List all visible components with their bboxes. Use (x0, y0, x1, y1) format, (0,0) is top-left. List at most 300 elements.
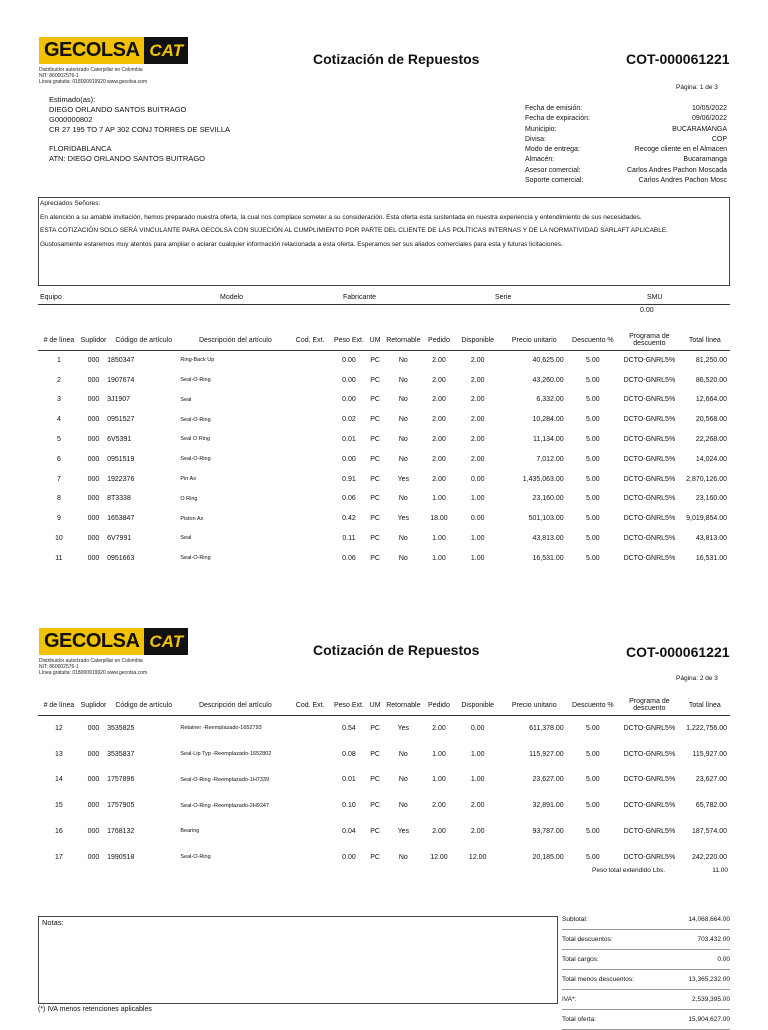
table-cell: 5.00 (586, 376, 600, 384)
table-cell: 000 (87, 554, 100, 562)
table-cell: 5.00 (586, 828, 600, 836)
table-cell: 2.00 (432, 725, 446, 733)
table-cell: Seal-O-Ring (180, 416, 211, 423)
meta-value: COP (711, 135, 727, 143)
distributor-info (39, 658, 147, 676)
column-header: Disponible (454, 695, 502, 716)
table-cell: 115,927.00 (529, 750, 564, 758)
table-cell: Seal-O-Ring -Reemplazado-1H7339 (180, 776, 270, 783)
table-cell: No (398, 455, 408, 463)
table-cell: DCTO-GNRL5% (623, 853, 676, 861)
table-cell: 14,024.00 (695, 455, 727, 463)
table-cell: 0.01 (342, 436, 356, 444)
totals-value: 0.00 (717, 956, 730, 963)
table-cell (290, 430, 330, 450)
customer-name: DIEGO ORLANDO SANTOS BUITRAGO (49, 105, 187, 114)
table-cell: 81,250.00 (695, 357, 727, 365)
table-cell: 2.00 (432, 436, 446, 444)
table-cell: PC (370, 495, 380, 503)
table-cell: 5.00 (586, 416, 600, 424)
gecolsa-cat-logo (39, 628, 188, 655)
customer-code: G000000802 (49, 115, 93, 124)
table-cell: 14 (55, 776, 63, 784)
table-cell: No (398, 416, 408, 424)
table-cell: 000 (87, 376, 100, 384)
table-cell (290, 410, 330, 430)
total-weight-label: Peso total extendido Lbs. (592, 867, 665, 874)
table-cell: PC (370, 554, 380, 562)
table-cell: PC (370, 357, 380, 365)
table-cell: 0.04 (342, 828, 356, 836)
meta-value: Carlos Andres Pachon Mosc (638, 177, 727, 185)
items-table-page-2 (38, 695, 730, 870)
table-cell: 611,378.00 (529, 725, 564, 733)
table-cell: 000 (87, 495, 100, 503)
customer-attn: ATN: DIEGO ORLANDO SANTOS BUITRAGO (49, 154, 205, 163)
table-cell: 1 (56, 357, 61, 365)
distributor-line: Distribuidor autorizado Caterpillar en Colombia (39, 67, 143, 73)
table-cell: Ring-Back Up (180, 357, 215, 364)
table-cell: 000 (87, 396, 100, 404)
meta-value: 10/05/2022 (691, 105, 727, 112)
table-cell (290, 716, 330, 742)
table-cell: 501,103.00 (528, 515, 564, 523)
table-cell: 8T3338 (107, 495, 131, 503)
table-cell: 000 (87, 776, 100, 784)
table-cell: Seal-O-Ring (180, 456, 211, 463)
table-cell: 22,268.00 (695, 436, 727, 444)
table-cell: 11,134.00 (533, 436, 564, 444)
totals-row (562, 930, 730, 950)
table-row (38, 548, 730, 568)
table-cell: 0.00 (470, 515, 485, 523)
table-cell (290, 489, 330, 509)
column-header: Retornable (382, 330, 424, 351)
table-row (38, 390, 730, 410)
table-cell: 7,012.00 (536, 455, 564, 463)
table-cell: 000 (87, 357, 100, 365)
table-cell: 5.00 (586, 853, 600, 861)
message-box (38, 197, 730, 286)
table-cell: Yes (397, 515, 410, 523)
table-cell: 40,625.00 (532, 357, 564, 365)
table-cell: Seal-O-Ring (180, 555, 211, 562)
meta-row (525, 135, 727, 145)
distributor-nit: NIT: 860002576-1 (39, 664, 79, 670)
table-cell: 15 (55, 802, 63, 810)
table-cell: 5.00 (586, 554, 600, 562)
table-cell: 1.00 (432, 495, 446, 503)
column-header: Peso Ext. (330, 330, 368, 351)
table-cell: DCTO-GNRL5% (623, 554, 676, 562)
table-cell: 3535825 (107, 725, 135, 733)
gecolsa-cat-logo (39, 37, 188, 64)
totals-label: Total cargos: (562, 956, 599, 963)
table-cell (290, 741, 330, 767)
table-cell: Yes (397, 725, 410, 733)
meta-row (525, 166, 727, 176)
column-header: Suplidor (80, 695, 107, 716)
table-cell: 1907674 (107, 376, 135, 384)
table-cell: 2.00 (470, 376, 485, 384)
column-header: Disponible (454, 330, 502, 351)
table-cell: DCTO-GNRL5% (623, 416, 676, 424)
table-cell: 43,813.00 (695, 535, 727, 543)
table-cell: 3535837 (107, 750, 135, 758)
message-greeting: Apreciados Señores: (40, 200, 101, 207)
table-cell: PC (370, 725, 380, 733)
table-row (38, 469, 730, 489)
table-cell: PC (370, 828, 380, 836)
table-cell: 5.00 (586, 725, 600, 733)
table-cell: 12.00 (468, 853, 487, 861)
table-cell: 2 (56, 376, 61, 384)
table-cell: 2.00 (432, 828, 446, 836)
table-cell: 0.01 (342, 776, 356, 784)
table-cell: PC (370, 376, 380, 384)
table-cell: 0.00 (470, 475, 485, 483)
table-cell: 0.54 (342, 725, 356, 733)
column-header: Total línea (680, 695, 730, 716)
totals-value: 703,432.00 (697, 936, 730, 943)
table-cell: 12 (55, 725, 63, 733)
table-cell: 1.00 (470, 495, 485, 503)
table-cell: Seal-O-Ring -Reemplazado-2H9247 (180, 802, 270, 809)
table-header-row (38, 695, 730, 716)
table-cell: Seal O Ring (180, 436, 211, 443)
table-cell: 0951519 (107, 455, 135, 463)
column-header: Precio unitario (502, 695, 567, 716)
table-cell: 2.00 (432, 455, 446, 463)
column-header: Descuento % (567, 330, 619, 351)
table-row (38, 529, 730, 549)
table-cell: 5.00 (586, 475, 600, 483)
table-cell: 2.00 (470, 357, 485, 365)
table-cell: PC (370, 853, 380, 861)
table-cell: 23,627.00 (532, 776, 564, 784)
table-cell: 4 (56, 416, 61, 424)
meta-label: Asesor comercial: (525, 166, 581, 174)
table-cell: 5.00 (586, 802, 600, 810)
table-cell: 0951527 (107, 416, 135, 424)
table-cell: DCTO-GNRL5% (623, 802, 676, 810)
table-cell: 6,332.00 (536, 396, 564, 404)
table-cell: 12,664.00 (695, 396, 727, 404)
table-cell: 2.00 (432, 475, 446, 483)
column-header: Descuento % (567, 695, 619, 716)
total-weight (560, 867, 728, 874)
table-cell: 16,531.00 (532, 554, 564, 562)
quote-id: COT-000061221 (626, 51, 730, 67)
table-cell: 2.00 (470, 396, 485, 404)
table-cell: 2.00 (470, 416, 485, 424)
table-cell (290, 767, 330, 793)
table-cell: 0.10 (342, 802, 356, 810)
column-header: Suplidor (80, 330, 107, 351)
table-cell: 1.00 (432, 554, 446, 562)
table-cell: 0.02 (342, 416, 356, 424)
equipment-header (38, 294, 730, 305)
table-cell: DCTO-GNRL5% (623, 475, 676, 483)
table-cell: No (398, 554, 408, 562)
column-header: Precio unitario (502, 330, 567, 351)
totals-row (562, 1010, 730, 1030)
distributor-line: Distribuidor autorizado Caterpillar en Colombia (39, 658, 143, 664)
table-cell: 93,787.00 (532, 828, 564, 836)
table-cell: DCTO-GNRL5% (623, 396, 676, 404)
table-cell: 2.00 (470, 828, 485, 836)
table-cell: 17 (55, 853, 63, 861)
table-cell: 1.00 (432, 776, 446, 784)
column-header: Retornable (382, 695, 424, 716)
table-cell: Seal (180, 535, 192, 542)
table-cell: 6V5391 (107, 436, 132, 444)
table-cell: No (398, 802, 408, 810)
table-cell: No (398, 776, 408, 784)
table-cell: 43,260.00 (532, 376, 564, 384)
totals-label: Subtotal: (562, 916, 588, 923)
table-cell (290, 509, 330, 529)
notes-label: Notas: (42, 918, 64, 927)
table-cell: Seal-O-Ring (180, 854, 211, 861)
table-cell: 20,185.00 (532, 853, 564, 861)
table-cell: 5.00 (586, 495, 600, 503)
table-cell: Seal-O-Ring (180, 376, 211, 383)
quote-meta (525, 104, 727, 186)
table-cell: 23,160.00 (695, 495, 727, 503)
table-cell: 2.00 (432, 396, 446, 404)
table-cell (290, 844, 330, 870)
table-cell: 23,160.00 (532, 495, 564, 503)
totals-label: IVA*: (562, 996, 577, 1003)
meta-label: Modo de entrega: (525, 146, 580, 154)
table-cell: 9 (56, 515, 61, 523)
table-cell: 5 (56, 436, 61, 444)
table-cell: No (398, 853, 408, 861)
table-cell: Retainer -Reemplazado-1652793 (180, 725, 262, 732)
table-cell: 5.00 (586, 396, 600, 404)
meta-label: Divisa: (525, 135, 547, 143)
table-cell (290, 449, 330, 469)
table-cell: Yes (397, 828, 410, 836)
table-cell: 000 (87, 515, 100, 523)
table-cell: 18.00 (430, 515, 448, 523)
table-cell: 0.08 (342, 750, 356, 758)
table-cell: DCTO-GNRL5% (623, 750, 676, 758)
table-cell: 0.00 (342, 853, 356, 861)
meta-label: Fecha de expiración: (525, 115, 590, 123)
table-cell: 2.00 (470, 802, 485, 810)
table-cell: DCTO-GNRL5% (623, 376, 676, 384)
table-cell: 000 (87, 802, 100, 810)
distributor-phone: Línea gratuita: 018000919920 www.gecolsa.com (39, 79, 148, 85)
table-cell: DCTO-GNRL5% (623, 455, 676, 463)
table-cell: 000 (87, 416, 100, 424)
table-cell: 000 (87, 535, 100, 543)
table-cell: 1922376 (107, 475, 135, 483)
table-cell: Seal (180, 396, 192, 403)
table-cell: 32,891.00 (532, 802, 564, 810)
distributor-info (39, 67, 147, 85)
table-cell: 12.00 (430, 853, 448, 861)
message-legal: ESTA COTIZACIÓN SOLO SERÁ VINCULANTE PARA GECOLSA CON SUJECIÓN AL CUMPLIMIENTO POR PARTE DEL CLIENTE DE LAS POLÍTICAS INTERNAS Y DE LA NORMATIVIDAD SARLAFT APLICABLE. (40, 227, 669, 234)
table-row (38, 741, 730, 767)
table-cell: Piston As (180, 515, 204, 522)
table-row (38, 793, 730, 819)
table-cell: 10 (55, 535, 63, 543)
meta-row (525, 176, 727, 186)
notes-box (38, 916, 558, 1004)
cat-logo-text: CAT (144, 37, 188, 64)
table-cell: 0.00 (342, 357, 356, 365)
doc-title: Cotización de Repuestos (313, 51, 480, 67)
table-cell: 1768132 (107, 828, 135, 836)
table-cell: 000 (87, 725, 100, 733)
manufacturer-label: Fabricante (343, 294, 377, 301)
table-cell: Yes (397, 475, 410, 483)
table-cell: 65,782.00 (695, 802, 727, 810)
table-cell: 7 (56, 475, 61, 483)
table-cell: DCTO-GNRL5% (623, 535, 676, 543)
column-header: Total línea (680, 330, 730, 351)
column-header: Cod. Ext. (290, 330, 330, 351)
table-cell: 187,574.00 (691, 828, 727, 836)
table-cell: No (398, 535, 408, 543)
meta-value: Bucaramanga (683, 156, 727, 164)
table-cell: Pin As (180, 475, 196, 482)
table-cell: 000 (87, 750, 100, 758)
table-cell: 1,222,756.00 (686, 725, 727, 733)
table-cell: 0.00 (342, 376, 356, 384)
table-cell: 1.00 (470, 535, 485, 543)
table-cell: 1757896 (107, 776, 135, 784)
table-cell: 1.00 (470, 554, 485, 562)
table-cell: 2,870,126.00 (686, 475, 727, 483)
table-cell: 23,627.00 (695, 776, 727, 784)
column-header: Programa de descuento (619, 330, 680, 351)
table-cell: PC (370, 776, 380, 784)
meta-row (525, 125, 727, 135)
table-cell: DCTO-GNRL5% (623, 495, 676, 503)
table-cell: 5.00 (586, 455, 600, 463)
table-row (38, 716, 730, 742)
table-cell: 000 (87, 828, 100, 836)
table-cell: 115,927.00 (692, 750, 727, 758)
totals-value: 15,904,627.00 (688, 1016, 730, 1023)
meta-row (525, 114, 727, 124)
gecolsa-logo-text: GECOLSA (39, 628, 144, 655)
table-cell: 5.00 (586, 750, 600, 758)
meta-value: Carlos Andres Pachon Moscada (627, 166, 727, 174)
table-cell: 5.00 (586, 357, 600, 365)
table-cell: No (398, 357, 408, 365)
table-cell: No (398, 436, 408, 444)
column-header: Pedido (424, 695, 453, 716)
quote-id: COT-000061221 (626, 644, 730, 660)
table-row (38, 351, 730, 371)
model-label: Modelo (220, 294, 243, 301)
table-cell: 000 (87, 436, 100, 444)
table-cell: 0.00 (470, 725, 485, 733)
message-body: En atención a su amable invitación, hemos preparado nuestra oferta, la cual nos complace someter a su consideración. Esta oferta esta sustentada en nuestra experiencia y entendimiento de sus necesidades. (40, 213, 642, 221)
table-cell: DCTO-GNRL5% (623, 776, 676, 784)
totals-label: Total oferta: (562, 1016, 596, 1023)
table-cell: DCTO-GNRL5% (623, 515, 676, 523)
table-cell: 1.00 (432, 535, 446, 543)
meta-row (525, 104, 727, 114)
table-cell: PC (370, 436, 380, 444)
column-header: # de línea (38, 330, 80, 351)
table-cell: 20,568.00 (695, 416, 727, 424)
table-cell (290, 469, 330, 489)
table-cell (290, 390, 330, 410)
meta-value: BUCARAMANGA (672, 125, 727, 133)
table-cell: 6 (56, 455, 61, 463)
table-cell (290, 793, 330, 819)
meta-row (525, 145, 727, 155)
table-cell: PC (370, 396, 380, 404)
column-header: Programa de descuento (619, 695, 680, 716)
table-cell: 0.06 (342, 554, 356, 562)
table-cell: 10,284.00 (532, 416, 564, 424)
table-cell: 242,220.00 (691, 853, 727, 861)
table-cell: 0951663 (107, 554, 135, 562)
table-cell: 000 (87, 455, 100, 463)
table-cell: 5.00 (586, 776, 600, 784)
distributor-nit: NIT: 860002576-1 (39, 73, 79, 79)
meta-label: Municipio: (525, 125, 557, 133)
table-cell: 1,435,063.00 (522, 475, 564, 483)
column-header: Cod. Ext. (290, 695, 330, 716)
table-cell: 6V7991 (107, 535, 132, 543)
table-cell: DCTO-GNRL5% (623, 436, 676, 444)
table-cell: 2.00 (432, 416, 446, 424)
table-cell: 5.00 (586, 535, 600, 543)
column-header: Código de artículo (107, 695, 180, 716)
smu-value: 0.00 (640, 307, 654, 314)
column-header: Descripción del artículo (180, 330, 290, 351)
smu-label: SMU (647, 294, 663, 301)
table-cell: Seal-Lip Typ -Reemplazado-1652802 (180, 750, 272, 757)
column-header: UM (368, 695, 383, 716)
total-weight-value: 11.00 (712, 867, 728, 874)
equipment-label: Equipo (40, 294, 62, 301)
totals-label: Total descuentos: (562, 936, 613, 943)
table-cell: DCTO-GNRL5% (623, 725, 676, 733)
table-cell: 9,019,854.00 (686, 515, 727, 523)
table-row (38, 430, 730, 450)
table-cell: 0.42 (342, 515, 356, 523)
customer-address: CR 27 195 TO 7 AP 302 CONJ TORRES DE SEVILLA (49, 125, 231, 134)
table-cell: PC (370, 455, 380, 463)
table-cell: O Ring (180, 495, 198, 502)
table-cell: 000 (87, 475, 100, 483)
totals-row (562, 990, 730, 1010)
meta-label: Almacén: (525, 156, 555, 164)
totals-row (562, 910, 730, 930)
customer-line: Estimado(as): (49, 95, 96, 104)
table-row (38, 509, 730, 529)
table-cell: 2.00 (470, 455, 485, 463)
meta-label: Soporte comercial: (525, 177, 584, 185)
table-row (38, 370, 730, 390)
table-cell: 1990518 (107, 853, 135, 861)
customer-city: FLORIDABLANCA (49, 144, 112, 153)
table-cell: 16,531.00 (695, 554, 727, 562)
table-cell: DCTO-GNRL5% (623, 828, 676, 836)
column-header: Código de artículo (107, 330, 180, 351)
table-cell (290, 370, 330, 390)
